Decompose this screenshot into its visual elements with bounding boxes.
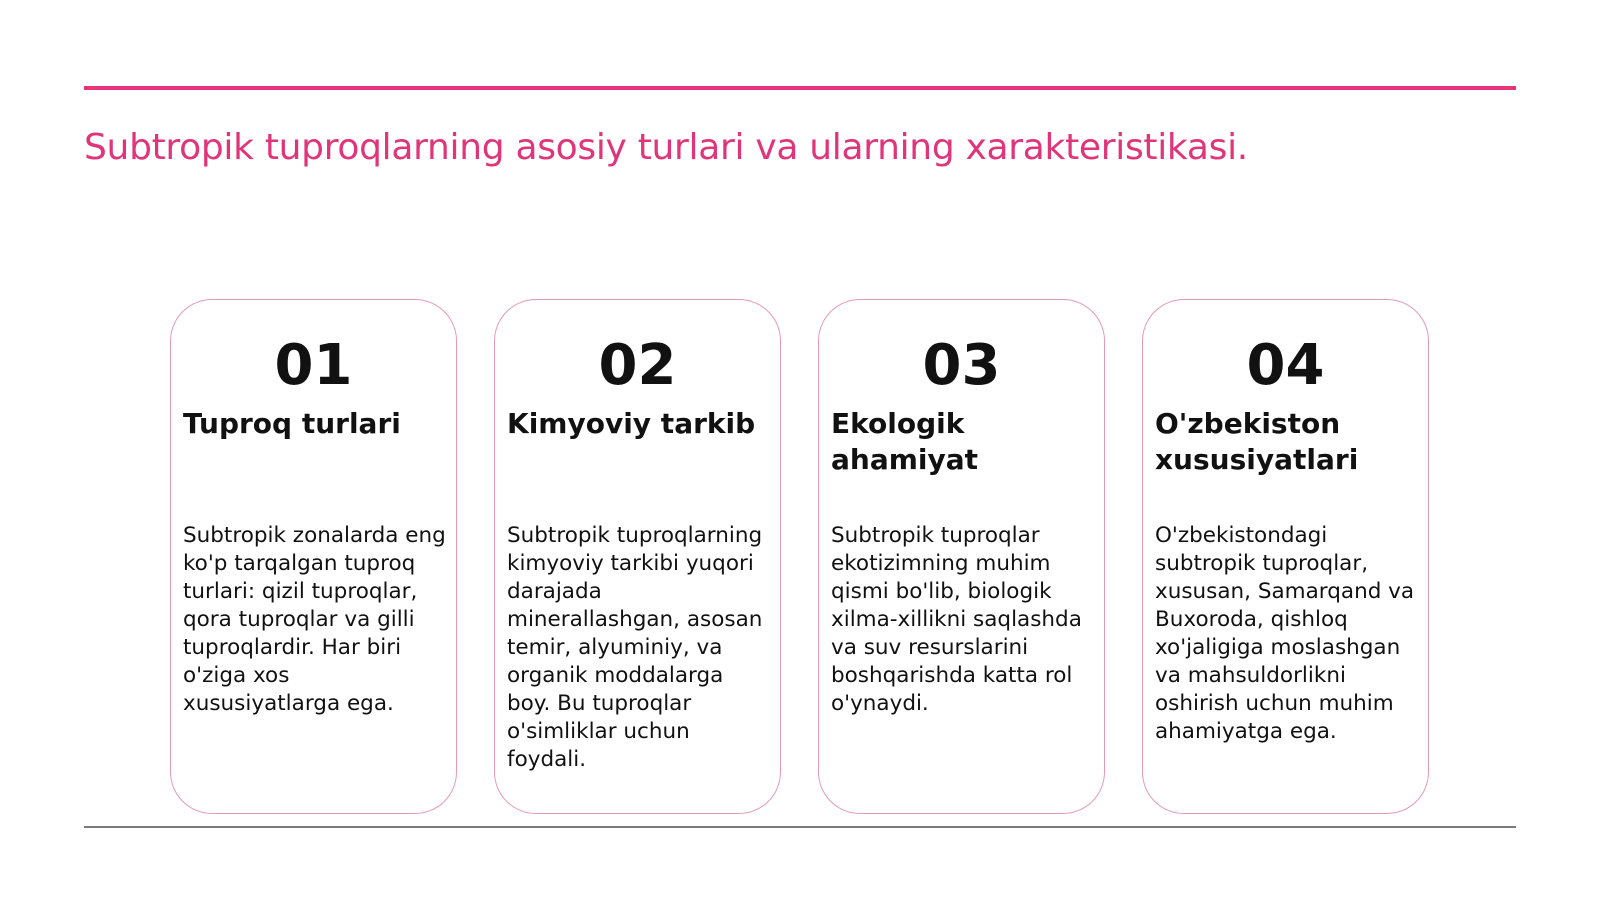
card-body: O'zbekistondagi subtropik tuproqlar, xususan, Samarqand va Buxoroda, qishloq xo'jaligiga moslashgan va mahsuldorlikni oshirish uchun muhim ahamiyatga ega. bbox=[1155, 523, 1415, 744]
card-heading: Kimyoviy tarkib bbox=[507, 407, 756, 440]
cards-row bbox=[170, 299, 1430, 816]
card-body: Subtropik tuproqlarning kimyoviy tarkibi yuqori darajada minerallashgan, asosan temir, alyuminiy, va organik moddalarga boy. Bu tuproqlar o'simliklar uchun foydali. bbox=[507, 523, 763, 772]
card-number: 04 bbox=[1246, 333, 1325, 398]
bottom-divider-rule bbox=[84, 826, 1516, 828]
top-accent-rule bbox=[84, 86, 1516, 90]
card-heading: Ekologik ahamiyat bbox=[831, 407, 979, 476]
card-number: 03 bbox=[922, 333, 1001, 398]
card-body: Subtropik tuproqlar ekotizimning muhim qismi bo'lib, biologik xilma-xillikni saqlashda va suv resurslarini boshqarishda katta rol o'ynaydi. bbox=[831, 523, 1082, 716]
card-01 bbox=[170, 299, 457, 814]
card-02 bbox=[494, 299, 781, 814]
card-03 bbox=[818, 299, 1105, 814]
card-04 bbox=[1142, 299, 1429, 814]
card-heading: O'zbekiston xususiyatlari bbox=[1155, 407, 1359, 476]
card-heading: Tuproq turlari bbox=[183, 407, 401, 440]
card-number: 02 bbox=[598, 333, 677, 398]
card-number: 01 bbox=[274, 333, 353, 398]
card-body: Subtropik zonalarda eng ko'p tarqalgan tuproq turlari: qizil tuproqlar, qora tuproqlar va gilli tuproqlardir. Har biri o'ziga xos xususiyatlarga ega. bbox=[183, 523, 446, 716]
slide-title: Subtropik tuproqlarning asosiy turlari va ularning xarakteristikasi. bbox=[84, 127, 1248, 168]
